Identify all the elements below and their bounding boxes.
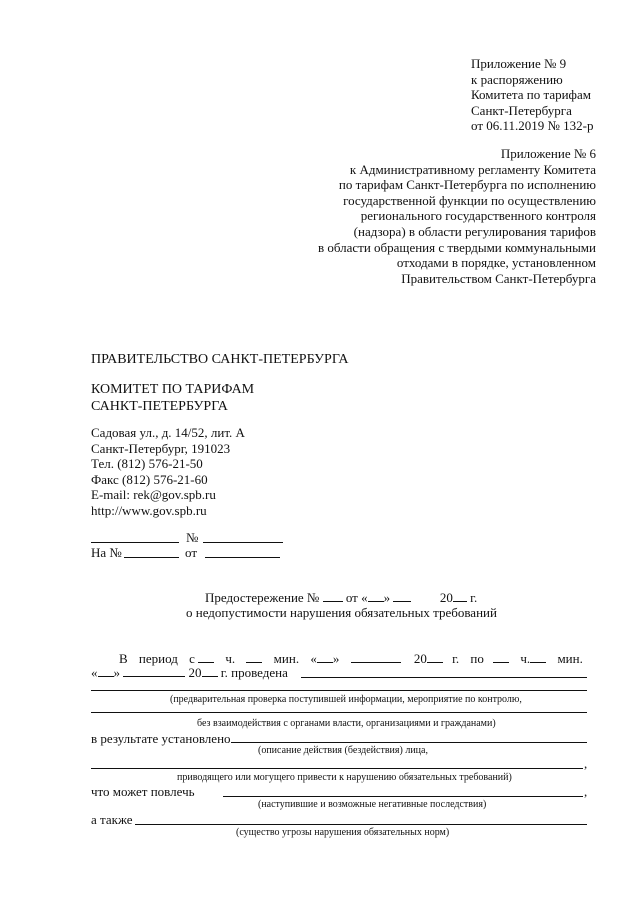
address-line: Тел. (812) 576-21-50 (91, 456, 203, 471)
open-quote: « (310, 651, 317, 666)
address-line: Садовая ул., д. 14/52, лит. А (91, 425, 245, 440)
g-provedena-label: г. проведена (220, 665, 288, 680)
result-line (231, 742, 587, 743)
day-blank-3 (98, 664, 114, 677)
outgoing-number-sign: № (186, 530, 199, 545)
number-blank (323, 589, 343, 602)
month-blank-3 (123, 664, 185, 677)
threat-line (135, 824, 587, 825)
year-blank-3 (202, 664, 218, 677)
caption-leading-to-violation: приводящего или могущего привести к нарушению обязательных требований) (177, 772, 512, 783)
close-quote: » (332, 651, 340, 666)
action-line-comma: , (584, 756, 588, 771)
caption-no-interaction: без взаимодействия с органами власти, организациями и гражданами) (197, 718, 496, 729)
address-line: http://www.gov.spb.ru (91, 502, 207, 518)
minute-blank (246, 650, 262, 663)
g-po-label: г. по (452, 651, 484, 666)
annex-6-line: регионального государственного контроля (360, 208, 596, 224)
reply-number-line (124, 557, 179, 558)
year-label-2: 20 (188, 665, 202, 680)
annex-6-line: Правительством Санкт-Петербурга (401, 270, 596, 286)
address-line: E-mail: rek@gov.spb.ru (91, 487, 216, 502)
committee-line: САНКТ-ПЕТЕРБУРГА (91, 399, 228, 414)
hour-blank (198, 650, 214, 663)
caption-threat: (существо угрозы нарушения обязательных норм) (236, 827, 450, 838)
year-label: 20 (413, 651, 427, 666)
check-type-line-c (91, 712, 587, 713)
warning-subtitle: о недопустимости нарушения обязательных требований (186, 605, 497, 620)
may-lead-label: что может повлечь (91, 784, 195, 799)
annex-9-line: Санкт-Петербурга (471, 102, 572, 118)
month-blank (393, 589, 411, 602)
annex-6-line: по тарифам Санкт-Петербурга по исполнению (338, 177, 596, 193)
title-year: 20 (439, 590, 453, 605)
caption-check-type: (предварительная проверка поступившей информации, мероприятие по контролю, (170, 694, 522, 705)
title-g: г. (470, 590, 478, 605)
month-blank-2 (351, 650, 401, 663)
reply-date-label: от (185, 545, 198, 560)
annex-9-line: от 06.11.2019 № 132-р (471, 118, 594, 134)
minute-label-2: мин. (557, 651, 583, 666)
also-label: а также (91, 812, 133, 827)
open-quote-2: « (91, 665, 98, 680)
year-blank (453, 589, 467, 602)
annex-9-line: к распоряжению (471, 71, 563, 87)
period-label: В период с (119, 651, 195, 666)
result-label: в результате установлено (91, 731, 231, 746)
title-close-quote: » (383, 590, 391, 605)
annex-6-line: к Административному регламенту Комитета (349, 161, 596, 177)
close-quote-2: » (113, 665, 120, 680)
committee-heading (91, 381, 254, 415)
annex-9-block (471, 56, 594, 134)
minute-label: мин. (273, 651, 300, 666)
period-line-2 (91, 664, 288, 681)
day-blank (368, 589, 384, 602)
caption-consequences: (наступившие и возможные негативные последствия) (258, 799, 487, 810)
consequences-comma: , (584, 784, 588, 799)
government-heading: ПРАВИТЕЛЬСТВО САНКТ-ПЕТЕРБУРГА (91, 352, 349, 367)
title-prefix: Предостережение № (205, 590, 320, 605)
address-line: Санкт-Петербург, 191023 (91, 440, 231, 456)
address-block (91, 425, 245, 518)
annex-6-line: (надзора) в области регулирования тарифов (353, 223, 596, 239)
annex-6-block (318, 146, 596, 286)
warning-title (205, 589, 477, 606)
committee-line: КОМИТЕТ ПО ТАРИФАМ (91, 382, 255, 397)
annex-6-line: государственной функции по осуществлению (343, 192, 596, 208)
annex-6-line: в области обращения с твердыми коммунальными (317, 239, 596, 255)
action-line (91, 768, 583, 769)
hour-blank-2 (493, 650, 509, 663)
check-type-line-a (301, 677, 587, 678)
address-line: Факс (812) 576-21-60 (91, 471, 208, 487)
annex-9-line: Комитета по тарифам (471, 87, 591, 103)
hour-label-2: ч. (520, 651, 531, 666)
reply-number-label: На № (91, 545, 122, 560)
reply-date-line (205, 557, 280, 558)
hour-label: ч. (225, 651, 236, 666)
minute-blank-2 (530, 650, 546, 663)
annex-6-line: Приложение № 6 (500, 146, 596, 161)
outgoing-number-line (203, 542, 283, 543)
day-blank-2 (317, 650, 333, 663)
consequences-line (223, 796, 583, 797)
check-type-line-b (91, 690, 587, 691)
title-ot: от « (345, 590, 368, 605)
outgoing-date-line (91, 542, 179, 543)
caption-action-description: (описание действия (бездействия) лица, (258, 745, 428, 756)
year-blank-2 (427, 650, 443, 663)
annex-9-line: Приложение № 9 (471, 56, 567, 71)
annex-6-line: отходами в порядке, установленном (396, 255, 596, 271)
